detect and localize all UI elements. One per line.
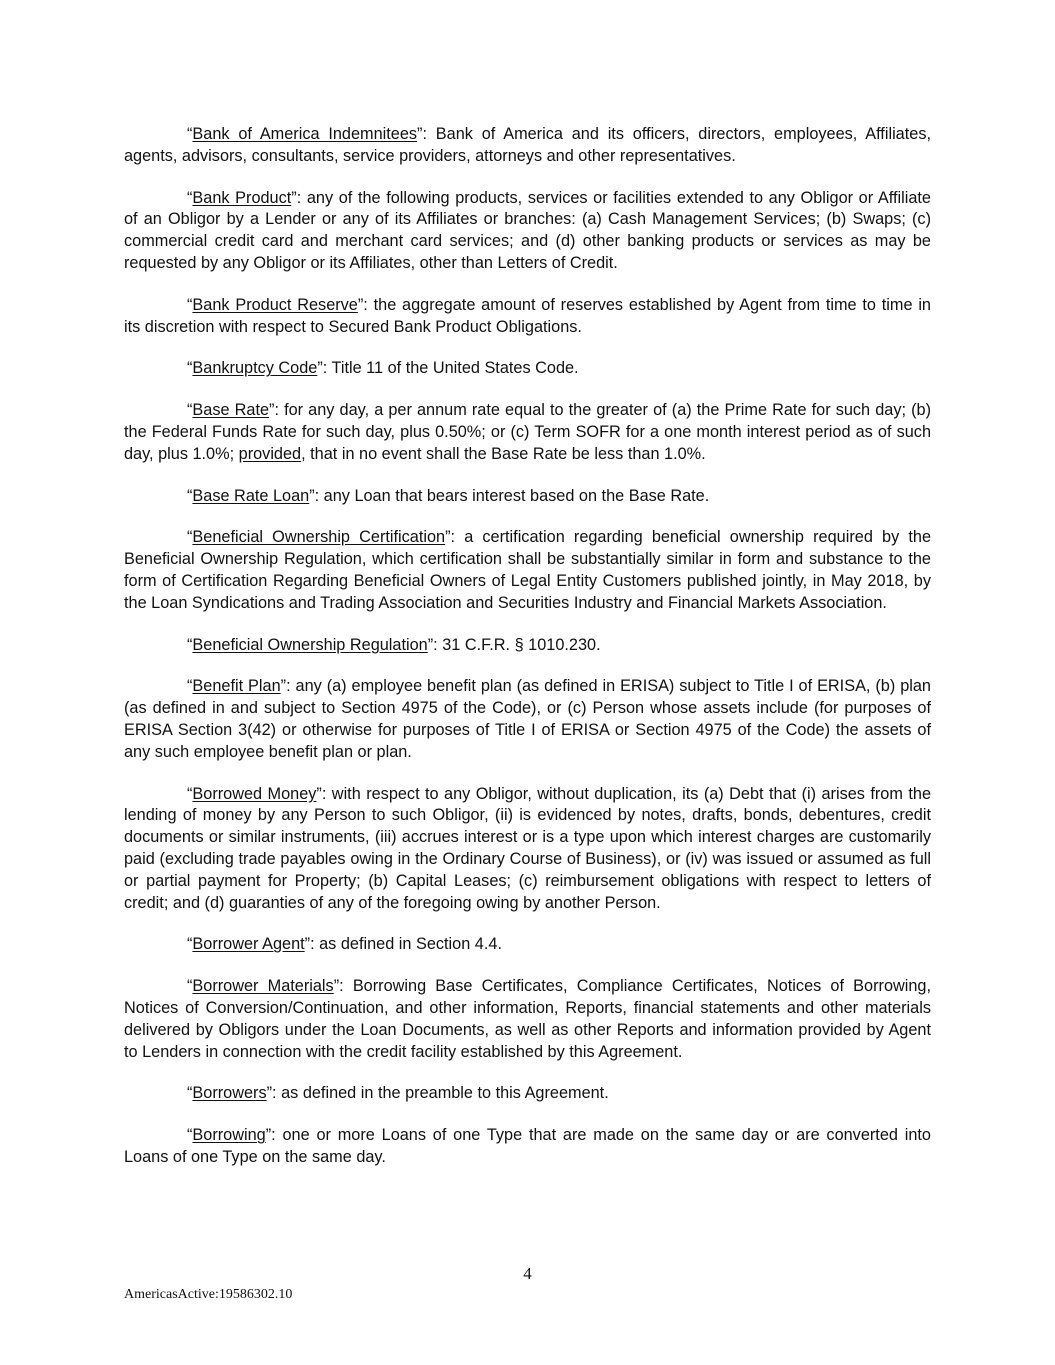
defined-term: Borrowers <box>192 1084 267 1103</box>
definition-beneficial-ownership-certification: “Beneficial Ownership Certification”: a certification regarding beneficial ownership required by the Beneficial Ownership Regulation, which certification shall be substantially similar in form and substance to the form of Certification Regarding Beneficial Owners of Legal Entity Customers published jointly, in May 2018, by the Loan Syndications and Trading Association and Securities Industry and Financial Markets Association. <box>124 528 931 612</box>
definition-benefit-plan: “Benefit Plan”: any (a) employee benefit plan (as defined in ERISA) subject to Title I of ERISA, (b) plan (as defined in and subject to Section 4975 of the Code), or (c) Person whose assets include (for purposes of ERISA Section 3(42) or otherwise for purposes of Title I of ERISA or Section 4975 of the Code) the assets of any such employee benefit plan or plan. <box>124 677 931 761</box>
definition-text: : for any day, a per annum rate equal to the greater of (a) the Prime Rate for such day; (b) the Federal Funds Rate for such day, plus 0.50%; or (c) Term SOFR for a one month interest period as of such day, plus 1.0%; <box>124 401 931 463</box>
definition-bank-product-reserve: “Bank Product Reserve”: the aggregate amount of reserves established by Agent from time to time in its discretion with respect to Secured Bank Product Obligations. <box>124 295 931 336</box>
defined-term: Bank Product <box>192 188 292 207</box>
document-id: AmericasActive:19586302.10 <box>124 1287 293 1302</box>
definition-text: : Title 11 of the United States Code. <box>322 359 579 378</box>
definition-base-rate: “Base Rate”: for any day, a per annum rate equal to the greater of (a) the Prime Rate for such day; (b) the Federal Funds Rate for such day, plus 0.50%; or (c) Term SOFR for a one month interest period as of such day, plus 1.0%; provided, that in no event shall the Base Rate be less than 1.0%. <box>124 401 931 463</box>
definition-borrowers: “Borrowers”: as defined in the preamble to this Agreement. <box>187 1084 609 1103</box>
definition-borrowing: “Borrowing”: one or more Loans of one Type that are made on the same day or are converted into Loans of one Type on the same day. <box>124 1126 931 1166</box>
definition-borrower-agent: “Borrower Agent”: as defined in Section 4.4. <box>187 935 502 954</box>
definition-bank-of-america-indemnitees: “Bank of America Indemnitees”: Bank of America and its officers, directors, employees, Affiliates, agents, advisors, consultants, service providers, attorneys and other representatives. <box>124 125 931 165</box>
defined-term: Benefit Plan <box>192 677 281 696</box>
definition-text: : any Loan that bears interest based on the Base Rate. <box>314 486 710 505</box>
defined-term: Bank Product Reserve <box>192 295 358 314</box>
proviso-underlined: provided <box>238 444 302 463</box>
definition-borrower-materials: “Borrower Materials”: Borrowing Base Certificates, Compliance Certificates, Notices of Borrowing, Notices of Conversion/Continuation, and other information, Reports, financial statements and other materials delivered by Obligors under the Loan Documents, as well as other Reports and information provided by Agent to Lenders in connection with the credit facility established by this Agreement. <box>124 977 932 1061</box>
definition-text: : any of the following products, services or facilities extended to any Obligor or Affiliate of an Obligor by a Lender or any of its Affiliates or branches: (a) Cash Management Services; (b) Swaps; (c) commercial credit card and merchant card services; and (d) other banking products or services as may be requested by any Obligor or its Affiliates, other than Letters of Credit. <box>124 188 931 272</box>
page-number: 4 <box>523 1264 532 1283</box>
definition-text: : as defined in the preamble to this Agreement. <box>272 1084 609 1103</box>
defined-term: Borrower Agent <box>192 935 305 954</box>
definition-text: : the aggregate amount of reserves established by Agent from time to time in its discretion with respect to Secured Bank Product Obligations. <box>124 295 931 336</box>
definitions-list <box>124 124 931 1189</box>
defined-term: Base Rate <box>192 401 270 420</box>
defined-term: Base Rate Loan <box>192 486 310 505</box>
definition-beneficial-ownership-regulation: “Beneficial Ownership Regulation”: 31 C.F.R. § 1010.230. <box>187 635 601 654</box>
definition-bankruptcy-code: “Bankruptcy Code”: Title 11 of the United States Code. <box>187 359 579 378</box>
definition-text-after: , that in no event shall the Base Rate be less than 1.0%. <box>301 444 706 463</box>
definition-text: : any (a) employee benefit plan (as defined in ERISA) subject to Title I of ERISA, (b) plan (as defined in and subject to Section 4975 of the Code), or (c) Person whose assets include (for purposes of ERISA Section 3(42) or otherwise for purposes of Title I of ERISA or Section 4975 of the Code) the assets of any such employee benefit plan or plan. <box>124 677 931 761</box>
definition-text: : a certification regarding beneficial ownership required by the Beneficial Ownership Regulation, which certification shall be substantially similar in form and substance to the form of Certification Regarding Beneficial Owners of Legal Entity Customers published jointly, in May 2018, by the Loan Syndications and Trading Association and Securities Industry and Financial Markets Association. <box>124 528 931 612</box>
defined-term: Borrowed Money <box>192 784 317 803</box>
defined-term: Bank of America Indemnitees <box>192 125 418 143</box>
defined-term: Beneficial Ownership Certification <box>192 528 446 547</box>
definition-borrowed-money: “Borrowed Money”: with respect to any Obligor, without duplication, its (a) Debt that (i) arises from the lending of money by any Person to such Obligor, (ii) is evidenced by notes, drafts, bonds, debentures, credit documents or similar instruments, (iii) accrues interest or is a type upon which interest charges are customarily paid (excluding trade payables owing in the Ordinary Course of Business), or (iv) was issued or assumed as full or partial payment for Property; (b) Capital Leases; (c) reimbursement obligations with respect to letters of credit; and (d) guaranties of any of the foregoing owing by another Person. <box>124 784 931 912</box>
definition-base-rate-loan: “Base Rate Loan”: any Loan that bears interest based on the Base Rate. <box>187 486 710 505</box>
definition-text: : as defined in Section 4.4. <box>310 935 502 954</box>
definition-text: : Borrowing Base Certificates, Compliance Certificates, Notices of Borrowing, Notices of Conversion/Continuation, and other information, Reports, financial statements and other materials delivered by Obligors under the Loan Documents, as well as other Reports and information provided by Agent to Lenders in connection with the credit facility established by this Agreement. <box>124 977 932 1061</box>
defined-term: Borrowing <box>192 1126 266 1145</box>
definition-bank-product: “Bank Product”: any of the following products, services or facilities extended to any Obligor or Affiliate of an Obligor by a Lender or any of its Affiliates or branches: (a) Cash Management Services; (b) Swaps; (c) commercial credit card and merchant card services; and (d) other banking products or services as may be requested by any Obligor or its Affiliates, other than Letters of Credit. <box>124 188 931 272</box>
defined-term: Beneficial Ownership Regulation <box>192 635 428 654</box>
definition-text: : Bank of America and its officers, directors, employees, Affiliates, agents, advisors, consultants, service providers, attorneys and other representatives. <box>124 125 931 165</box>
definition-text: : with respect to any Obligor, without duplication, its (a) Debt that (i) arises from the lending of money by any Person to such Obligor, (ii) is evidenced by notes, drafts, bonds, debentures, credit documents or similar instruments, (iii) accrues interest or is a type upon which interest charges are customarily paid (excluding trade payables owing in the Ordinary Course of Business), or (iv) was issued or assumed as full or partial payment for Property; (b) Capital Leases; (c) reimbursement obligations with respect to letters of credit; and (d) guaranties of any of the foregoing owing by another Person. <box>124 784 931 912</box>
defined-term: Bankruptcy Code <box>192 359 318 378</box>
defined-term: Borrower Materials <box>192 977 334 996</box>
definition-text: : one or more Loans of one Type that are made on the same day or are converted into Loans of one Type on the same day. <box>124 1126 931 1166</box>
definition-text: : 31 C.F.R. § 1010.230. <box>433 635 601 654</box>
